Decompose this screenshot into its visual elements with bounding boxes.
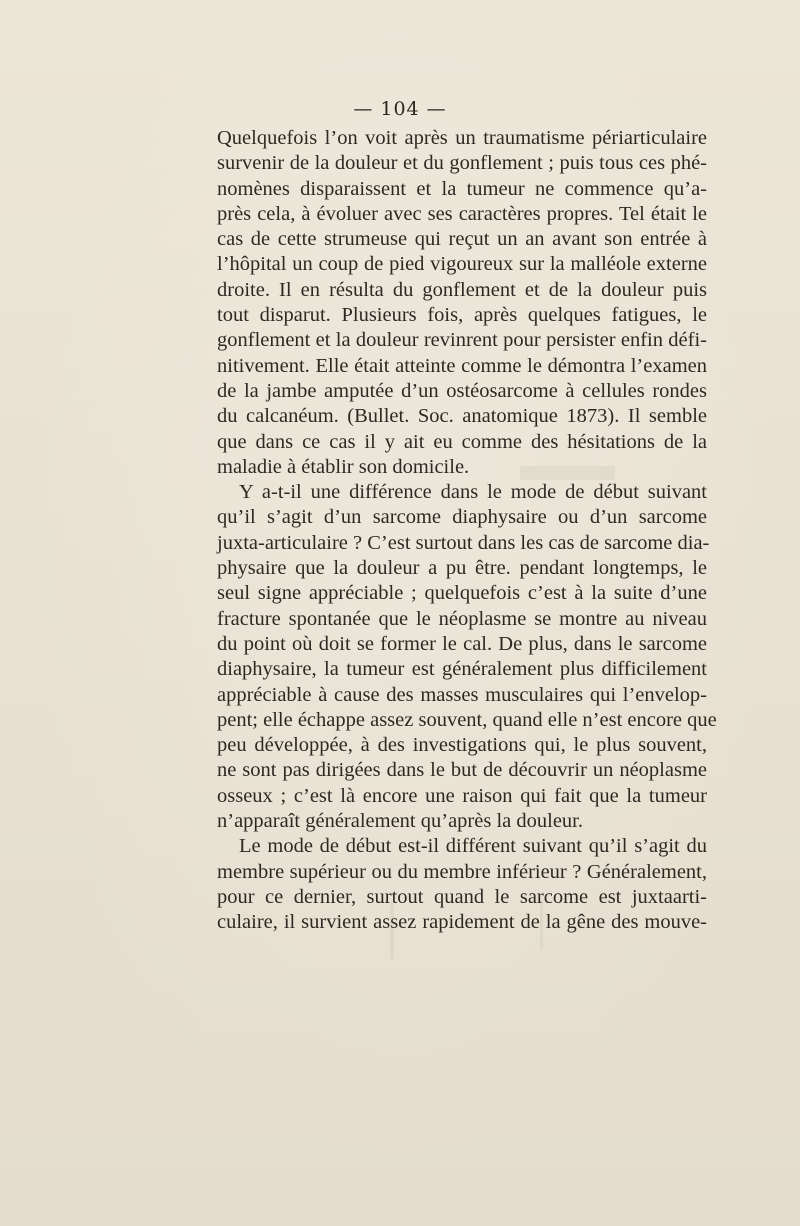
text-line: n’apparaît généralement qu’après la douleur.	[217, 810, 583, 833]
text-line: cas de cette strumeuse qui reçut un an avant son entrée à	[217, 228, 707, 251]
body-text	[217, 126, 717, 936]
text-line: peu développée, à des investigations qui, le plus souvent,	[217, 734, 707, 757]
text-line: seul signe appréciable ; quelquefois c’est à la suite d’une	[217, 582, 707, 605]
text-line: nitivement. Elle était atteinte comme le démontra l’examen	[217, 354, 707, 377]
text-line: gonflement et la douleur revinrent pour persister enfin défi-	[217, 329, 707, 352]
text-line: ne sont pas dirigées dans le but de découvrir un néoplasme	[217, 759, 707, 782]
text-line: membre supérieur ou du membre inférieur ? Généralement,	[217, 860, 707, 883]
text-line: Quelquefois l’on voit après un traumatisme périarticulaire	[217, 127, 707, 149]
text-line: diaphysaire, la tumeur est généralement plus difficilement	[217, 658, 707, 681]
text-line: fracture spontanée que le néoplasme se montre au niveau	[217, 607, 707, 630]
text-line: tout disparut. Plusieurs fois, après quelques fatigues, le	[217, 304, 707, 327]
text-line: culaire, il survient assez rapidement de la gêne des mouve-	[217, 911, 707, 934]
text-line: que dans ce cas il y ait eu comme des hésitations de la	[217, 430, 707, 453]
text-line: pour ce dernier, surtout quand le sarcome est juxtaarti-	[217, 885, 707, 908]
paper-mark	[520, 466, 615, 480]
text-line: Y a-t-il une différence dans le mode de début suivant	[239, 481, 707, 504]
paper-mark	[390, 900, 394, 960]
page-number-header: — 104 —	[353, 98, 447, 120]
text-line: Le mode de début est-il différent suivant qu’il s’agit du	[239, 835, 707, 858]
text-line: du point où doit se former le cal. De plus, dans le sarcome	[217, 632, 707, 655]
text-line: appréciable à cause des masses musculaires qui l’envelop-	[217, 683, 707, 706]
text-line: physaire que la douleur a pu être. pendant longtemps, le	[217, 557, 707, 580]
text-line: osseux ; c’est là encore une raison qui fait que la tumeur	[217, 784, 707, 807]
paper-mark	[540, 900, 543, 950]
text-line: survenir de la douleur et du gonflement ; puis tous ces phé-	[217, 152, 707, 175]
text-line: juxta-articulaire ? C’est surtout dans les cas de sarcome dia-	[217, 531, 710, 554]
text-line: près cela, à évoluer avec ses caractères propres. Tel était le	[217, 202, 707, 225]
text-line: l’hôpital un coup de pied vigoureux sur la malléole externe	[217, 253, 707, 276]
text-line: maladie à établir son domicile.	[217, 455, 470, 478]
text-line: de la jambe amputée d’un ostéosarcome à cellules rondes	[217, 379, 707, 402]
text-line: du calcanéum. (Bullet. Soc. anatomique 1873). Il semble	[217, 405, 707, 428]
text-line: pent; elle échappe assez souvent, quand elle n’est encore que	[217, 708, 717, 731]
text-line: qu’il s’agit d’un sarcome diaphysaire ou d’un sarcome	[217, 506, 707, 529]
text-line: droite. Il en résulta du gonflement et de la douleur puis	[217, 278, 707, 301]
text-line: nomènes disparaissent et la tumeur ne commence qu’a-	[217, 177, 707, 200]
